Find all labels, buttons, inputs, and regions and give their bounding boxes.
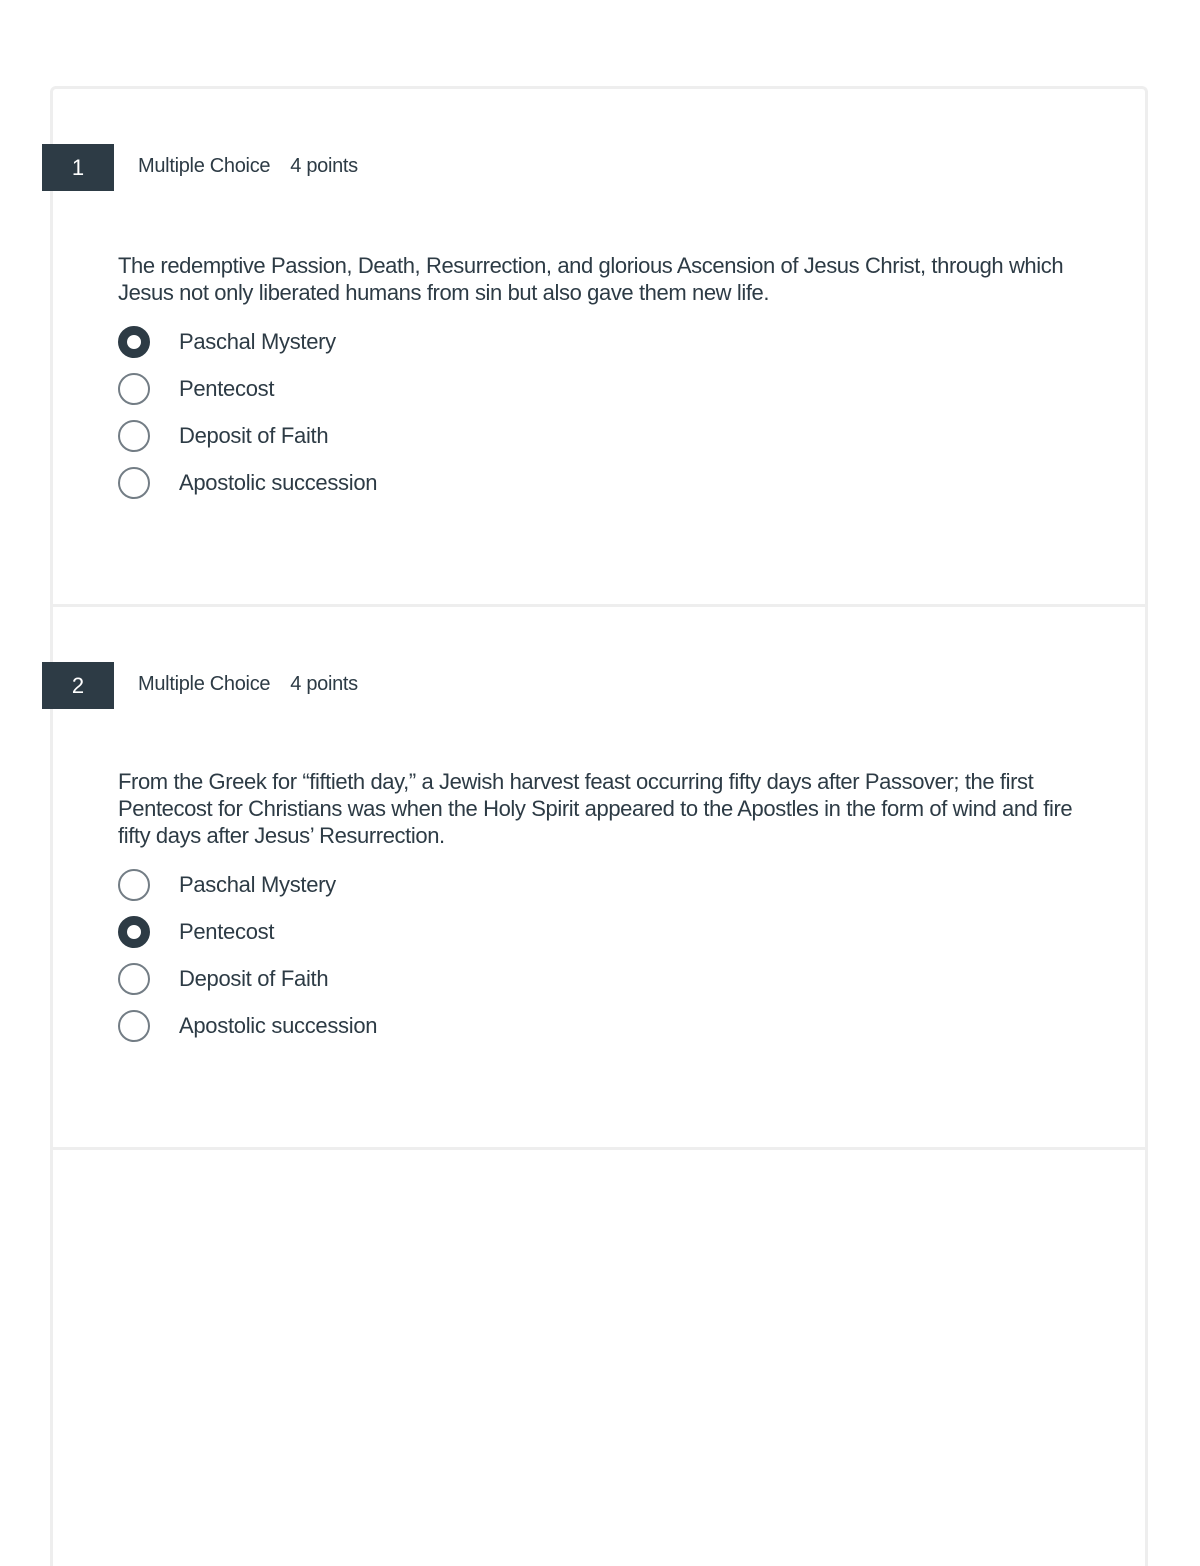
- answer-label[interactable]: Pentecost: [179, 375, 275, 401]
- answer-label[interactable]: Paschal Mystery: [179, 328, 336, 354]
- question-2: [53, 607, 1145, 1148]
- answer-options: [118, 318, 377, 506]
- question-type: Multiple Choice: [138, 673, 271, 695]
- radio-button[interactable]: [118, 963, 150, 995]
- question-prompt: From the Greek for “fiftieth day,” a Jewish harvest feast occurring fifty days after Passover; the first Pentecost for Christians was when the Holy Spirit appeared to the Apostles in the form of wind and fire fifty days after Jesus’ Resurrection.: [118, 769, 1073, 848]
- question-prompt: The redemptive Passion, Death, Resurrection, and glorious Ascension of Jesus Christ, through which Jesus not only liberated humans from sin but also gave them new life.: [118, 253, 1064, 305]
- answer-option-apostolic-succession[interactable]: [118, 459, 377, 506]
- question-type: Multiple Choice: [138, 155, 271, 177]
- radio-button-selected[interactable]: [118, 916, 150, 948]
- answer-label[interactable]: Apostolic succession: [179, 469, 378, 495]
- question-header: [138, 155, 358, 178]
- radio-button[interactable]: [118, 373, 150, 405]
- radio-button[interactable]: [118, 869, 150, 901]
- answer-label[interactable]: Deposit of Faith: [179, 965, 329, 991]
- answer-options: [118, 861, 377, 1049]
- answer-option-deposit-of-faith[interactable]: [118, 955, 377, 1002]
- question-points: 4 points: [290, 673, 358, 695]
- radio-button-selected[interactable]: [118, 326, 150, 358]
- radio-button[interactable]: [118, 1010, 150, 1042]
- radio-button[interactable]: [118, 467, 150, 499]
- answer-option-paschal-mystery[interactable]: [118, 861, 377, 908]
- answer-label[interactable]: Pentecost: [179, 918, 275, 944]
- radio-button[interactable]: [118, 420, 150, 452]
- answer-option-pentecost[interactable]: [118, 365, 377, 412]
- question-number-badge: 2: [42, 662, 114, 709]
- answer-label[interactable]: Paschal Mystery: [179, 871, 336, 897]
- answer-option-apostolic-succession[interactable]: [118, 1002, 377, 1049]
- answer-option-pentecost[interactable]: [118, 908, 377, 955]
- answer-label[interactable]: Deposit of Faith: [179, 422, 329, 448]
- question-divider: [53, 1147, 1145, 1150]
- question-points: 4 points: [290, 155, 358, 177]
- question-header: [138, 673, 358, 696]
- question-1: [53, 89, 1145, 607]
- answer-label[interactable]: Apostolic succession: [179, 1012, 378, 1038]
- answer-option-paschal-mystery[interactable]: [118, 318, 377, 365]
- answer-option-deposit-of-faith[interactable]: [118, 412, 377, 459]
- quiz-card: [50, 86, 1148, 1566]
- question-number-badge: 1: [42, 144, 114, 191]
